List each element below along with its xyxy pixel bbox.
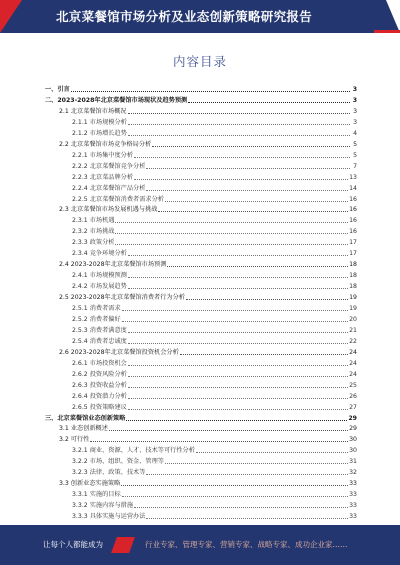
toc-entry-page: 3 <box>353 118 357 126</box>
toc-leader-dots <box>186 299 348 300</box>
toc-entry[interactable] <box>45 347 357 357</box>
toc-entry-page: 3 <box>352 86 357 93</box>
toc-entry-page: 16 <box>349 228 357 236</box>
footer-tagline: 行业专家、管理专家、营销专家、战略专家、成功企业家…… <box>145 540 348 549</box>
toc-entry[interactable] <box>45 478 357 488</box>
toc-entry-page: 14 <box>349 184 357 192</box>
toc-entry-title: 一、引言 <box>45 86 70 93</box>
toc-entry-title: 2.6.3 投资收益分析 <box>72 381 127 389</box>
toc-entry[interactable] <box>45 161 357 171</box>
toc-leader-dots <box>128 398 348 399</box>
toc-leader-dots <box>128 255 348 256</box>
toc-leader-dots <box>167 266 348 267</box>
toc-entry-title: 3.3.1 实施的目标 <box>72 491 121 499</box>
toc-leader-dots <box>128 409 348 410</box>
toc-leader-dots <box>126 420 347 421</box>
toc-entry-title: 2.2.5 北京菜餐馆消费者需求分析 <box>72 195 164 203</box>
toc-entry[interactable] <box>45 150 357 160</box>
report-title: 北京菜餐馆市场分析及业态创新策略研究报告 <box>56 9 313 24</box>
toc-entry[interactable] <box>45 489 357 499</box>
toc-entry-page: 19 <box>349 294 357 302</box>
toc-leader-dots <box>152 146 350 147</box>
toc-entry-title: 2.6.5 投资策略建议 <box>72 403 127 411</box>
toc-entry-page: 33 <box>349 491 357 499</box>
header-corner-accent <box>386 0 400 33</box>
toc-leader-dots <box>134 507 348 508</box>
toc-entry-title: 3.3.3 具体实施与运营办法 <box>72 513 146 521</box>
toc-entry-title: 2.4.1 市场规模预测 <box>72 272 127 280</box>
toc-entry-title: 2.3 北京菜餐馆市场发展机遇与挑战 <box>59 206 158 214</box>
toc-leader-dots <box>165 463 348 464</box>
toc-entry-title: 3.3 创新业态实施策略 <box>59 480 121 488</box>
toc-entry-page: 33 <box>349 513 357 521</box>
toc-entry-page: 17 <box>349 239 357 247</box>
toc-entry-title: 2.6 2023-2028年北京菜餐馆投资机会分析 <box>59 348 179 356</box>
toc-entry-page: 5 <box>353 151 357 159</box>
toc-entry-page: 4 <box>353 129 357 137</box>
toc-entry[interactable] <box>45 358 357 368</box>
toc-entry-page: 32 <box>349 469 357 477</box>
toc-entry-page: 3 <box>353 107 357 115</box>
toc-entry[interactable] <box>45 511 357 521</box>
toc-leader-dots <box>128 332 348 333</box>
toc-entry-title: 2.3.4 竞争环境分析 <box>72 250 127 258</box>
toc-entry[interactable] <box>45 281 357 291</box>
page-header <box>0 0 400 33</box>
toc-entry[interactable] <box>45 380 357 390</box>
toc-entry-page: 24 <box>349 370 357 378</box>
toc-entry-page: 18 <box>349 261 357 269</box>
toc-entry-page: 18 <box>349 272 357 280</box>
toc-entry-title: 2.5.3 消费者满意度 <box>72 326 127 334</box>
toc-entry-title: 2.5 2023-2028年北京菜餐馆消费者行为分析 <box>59 294 185 302</box>
toc-entry-page: 3 <box>352 96 357 104</box>
toc-title: 内容目录 <box>172 54 227 69</box>
toc-entry-page: 24 <box>349 359 357 367</box>
toc-entry[interactable] <box>45 500 357 510</box>
toc-entry-title: 3.2 可行性 <box>59 436 90 444</box>
toc-entry-page: 29 <box>348 414 357 422</box>
toc-entry[interactable] <box>45 204 357 214</box>
toc-leader-dots <box>165 201 348 202</box>
toc-entry-title: 3.3.2 实施内容与措施 <box>72 502 134 510</box>
toc-entry-title: 2.4.2 市场发展趋势 <box>72 283 127 291</box>
toc-entry-page: 22 <box>349 337 357 345</box>
toc-entry[interactable] <box>45 391 357 401</box>
toc-entry-title: 2.2.4 北京菜餐馆产品分析 <box>72 184 146 192</box>
toc-entry[interactable] <box>45 237 357 247</box>
toc-entry-title: 2.1.2 市场增长趋势 <box>72 129 127 137</box>
toc-entry-page: 25 <box>349 381 357 389</box>
toc-entry[interactable] <box>45 402 357 412</box>
toc-leader-dots <box>122 321 348 322</box>
toc-entry[interactable] <box>45 413 357 423</box>
toc-leader-dots <box>146 474 348 475</box>
toc-entry-title: 2.1.1 市场规模分析 <box>72 118 127 126</box>
toc-entry[interactable] <box>45 183 357 193</box>
toc-leader-dots <box>134 157 350 158</box>
toc-entry-page: 18 <box>349 283 357 291</box>
toc-entry-title: 2.2.1 市场集中度分析 <box>72 151 134 159</box>
toc-leader-dots <box>128 365 348 366</box>
toc-entry-page: 26 <box>349 392 357 400</box>
toc-leader-dots <box>158 211 348 212</box>
toc-entry[interactable] <box>45 128 357 138</box>
toc-entry-title: 3.1 业态创新概述 <box>59 425 108 433</box>
toc-entry-title: 2.3.2 市场挑战 <box>72 228 115 236</box>
toc-entry-title: 2.5.2 消费者偏好 <box>72 315 121 323</box>
toc-entry-page: 33 <box>349 480 357 488</box>
toc-entry[interactable] <box>45 248 357 258</box>
toc-entry[interactable] <box>45 172 357 182</box>
toc-entry[interactable] <box>45 369 357 379</box>
toc-entry[interactable] <box>45 336 357 346</box>
toc-entry-title: 2.6.1 市场投资机会 <box>72 359 127 367</box>
toc-entry[interactable] <box>45 117 357 127</box>
footer-slogan: 让每个人都能成为 <box>43 540 103 549</box>
toc-leader-dots <box>196 452 348 453</box>
toc-entry-title: 2.2.2 北京菜餐馆竞争分析 <box>72 162 146 170</box>
toc-leader-dots <box>128 113 351 114</box>
toc-leader-dots <box>146 518 348 519</box>
toc-entry-title: 3.2.2 市场、组织、资金、管理等 <box>72 458 164 466</box>
toc-entry[interactable] <box>45 95 357 105</box>
toc-entry[interactable] <box>45 434 357 444</box>
toc-entry[interactable] <box>45 259 357 269</box>
toc-entry-title: 三、北京菜餐馆业态创新策略 <box>45 414 126 422</box>
toc-entry-title: 2.3.3 政策分析 <box>72 239 115 247</box>
toc-leader-dots <box>128 288 348 289</box>
toc-entry-page: 5 <box>353 140 357 148</box>
toc-entry-title: 3.2.3 法律、政策、技术等 <box>72 469 146 477</box>
toc-entry-title: 2.6.2 投资风险分析 <box>72 370 127 378</box>
toc-entry[interactable] <box>45 303 357 313</box>
toc-leader-dots <box>71 91 350 92</box>
toc-entry[interactable] <box>45 423 357 433</box>
toc-entry[interactable] <box>45 456 357 466</box>
toc-entry[interactable] <box>45 314 357 324</box>
toc-entry-title: 2.1 北京菜餐馆市场概况 <box>59 107 127 115</box>
toc-leader-dots <box>122 310 348 311</box>
toc-leader-dots <box>128 343 348 344</box>
toc-entry[interactable] <box>45 226 357 236</box>
toc-entry-page: 30 <box>349 447 357 455</box>
toc-leader-dots <box>146 190 348 191</box>
toc-leader-dots <box>180 354 348 355</box>
toc-leader-dots <box>115 233 348 234</box>
toc-entry-page: 19 <box>349 305 357 312</box>
toc-entry-page: 33 <box>349 502 357 510</box>
toc-entry[interactable] <box>45 84 357 94</box>
toc-entry-page: 30 <box>349 436 357 444</box>
page-footer <box>0 525 400 565</box>
toc-entry-title: 3.2.1 商业、资源、人才、技术等可行性分析 <box>72 447 195 455</box>
toc-entry-title: 二、2023-2028年北京菜餐馆市场现状及趋势预测 <box>45 96 188 104</box>
header-red-bar <box>374 30 400 33</box>
toc-entry[interactable] <box>45 292 357 302</box>
header-red-accent <box>0 0 22 33</box>
toc-leader-dots <box>128 124 350 125</box>
toc-entry[interactable] <box>45 194 357 204</box>
toc-entry-page: 7 <box>353 162 357 170</box>
toc-entry-page: 16 <box>349 206 357 214</box>
toc-entry-title: 2.2.3 北京菜品牌分析 <box>72 173 134 181</box>
toc-entry[interactable] <box>45 270 357 280</box>
toc-leader-dots <box>115 222 348 223</box>
toc-leader-dots <box>128 277 348 278</box>
toc-leader-dots <box>122 496 348 497</box>
table-of-contents <box>45 84 357 529</box>
toc-entry[interactable] <box>45 106 357 116</box>
toc-entry-title: 2.6.4 投资潜力分析 <box>72 392 127 400</box>
toc-entry-title: 2.5.1 消费者需求 <box>72 305 121 312</box>
toc-leader-dots <box>128 376 348 377</box>
toc-entry-title: 2.4 2023-2028年北京菜餐馆市场预测 <box>59 261 167 269</box>
toc-entry-page: 31 <box>349 458 357 466</box>
toc-entry-page: 21 <box>349 326 357 334</box>
toc-entry[interactable] <box>45 445 357 455</box>
toc-leader-dots <box>134 179 348 180</box>
toc-entry-page: 27 <box>349 403 357 411</box>
toc-entry[interactable] <box>45 139 357 149</box>
toc-entry-page: 16 <box>349 195 357 203</box>
toc-entry-page: 13 <box>349 173 357 181</box>
toc-entry-title: 2.2 北京菜餐馆市场竞争格局分析 <box>59 140 152 148</box>
toc-leader-dots <box>109 430 348 431</box>
toc-entry[interactable] <box>45 467 357 477</box>
toc-leader-dots <box>115 244 348 245</box>
toc-entry-title: 2.5.4 消费者忠诚度 <box>72 337 127 345</box>
toc-entry-page: 29 <box>349 425 357 433</box>
toc-leader-dots <box>188 102 350 103</box>
toc-entry-page: 17 <box>349 250 357 258</box>
toc-leader-dots <box>121 485 348 486</box>
toc-leader-dots <box>90 441 348 442</box>
toc-entry[interactable] <box>45 215 357 225</box>
toc-entry-page: 16 <box>349 217 357 225</box>
toc-entry-page: 20 <box>349 315 357 323</box>
toc-leader-dots <box>128 387 348 388</box>
toc-entry-title: 2.3.1 市场机遇 <box>72 217 115 225</box>
toc-leader-dots <box>146 168 350 169</box>
footer-divider <box>111 537 135 553</box>
toc-entry-page: 24 <box>349 348 357 356</box>
toc-entry[interactable] <box>45 325 357 335</box>
toc-leader-dots <box>128 135 350 136</box>
